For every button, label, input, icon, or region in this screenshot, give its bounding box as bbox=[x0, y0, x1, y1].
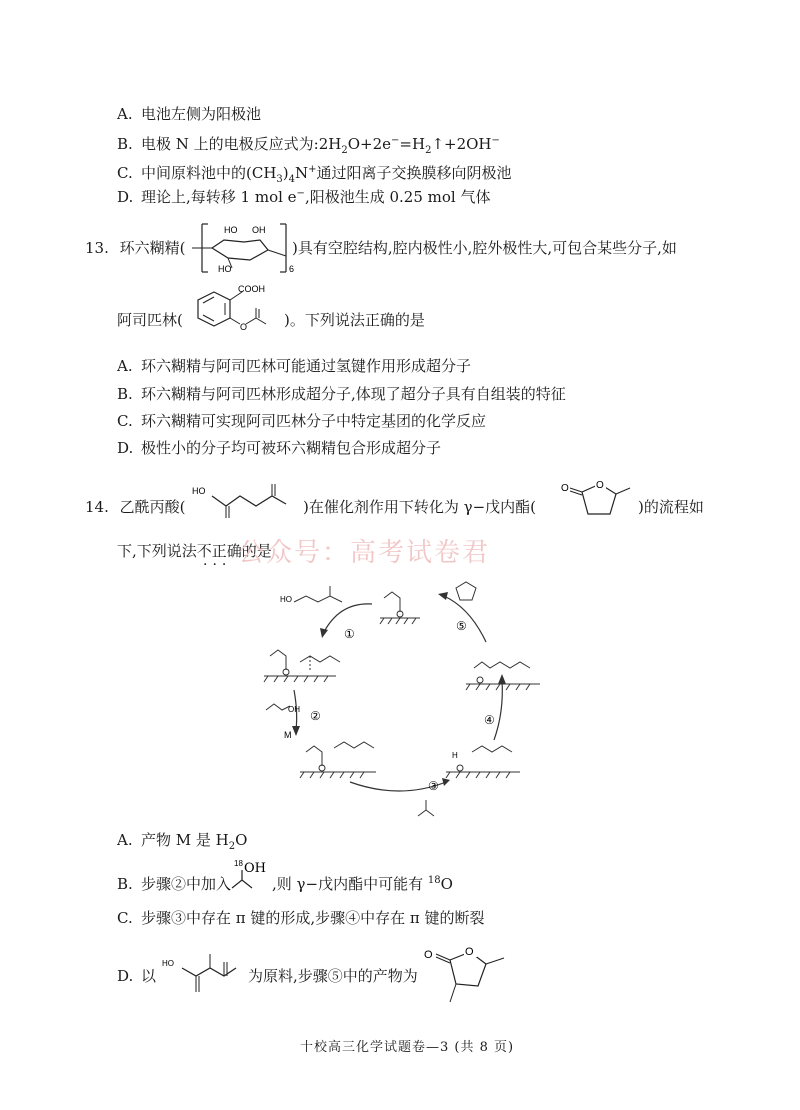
q14-option-a bbox=[117, 830, 247, 850]
option-text-part: 中间原料池中的(CH bbox=[141, 164, 277, 182]
top-levulinic-acid bbox=[294, 596, 342, 602]
option-text-part: 通过阳离子交换膜移向阴极池 bbox=[316, 164, 512, 182]
q13-stem-line1-right: )具有空腔结构,腔内极性小,腔外极性大,可包合某些分子,如 bbox=[292, 239, 677, 257]
q14-stem-line1-mid: )在催化剂作用下转化为 γ−戊内酯( bbox=[303, 498, 537, 516]
ho-label: HO bbox=[218, 264, 232, 274]
ho-label: HO bbox=[224, 225, 238, 235]
subscript: 2 bbox=[425, 145, 432, 156]
option-text-part: 步骤②中加入 bbox=[141, 875, 232, 893]
gamma-valerolactone-structure bbox=[560, 476, 638, 526]
ring-o-label: O bbox=[465, 946, 474, 958]
option-text-part: 电极 N 上的电极反应式为:2H bbox=[141, 135, 342, 153]
oh-label: OH bbox=[288, 705, 300, 714]
option-text-part: 产物 M 是 H bbox=[141, 831, 229, 849]
option-text-part: 理论上,每转移 1 mol e bbox=[141, 188, 297, 206]
q12-option-d bbox=[117, 187, 490, 207]
option-text: 步骤③中存在 π 键的形成,步骤④中存在 π 键的断裂 bbox=[141, 909, 485, 927]
option-letter: A. bbox=[117, 105, 133, 123]
top-isopropoxy bbox=[384, 592, 400, 612]
ho-label: HO bbox=[280, 595, 292, 604]
q14-stem-line1-right: )的流程如 bbox=[638, 498, 704, 516]
option-text-part: O bbox=[235, 831, 248, 849]
option-text-part: N bbox=[295, 164, 309, 182]
subscript: 2 bbox=[341, 145, 348, 156]
cycle-arrow-step4 bbox=[494, 680, 502, 740]
q13-option-d bbox=[117, 438, 441, 458]
oh-label: OH bbox=[252, 225, 266, 235]
option-letter: C. bbox=[117, 909, 133, 927]
q14-option-d-mid: 为原料,步骤⑤中的产物为 bbox=[248, 967, 418, 985]
surface-left-lower bbox=[300, 772, 376, 778]
ho-label: HO bbox=[192, 486, 206, 496]
catalytic-cycle-diagram bbox=[250, 572, 550, 834]
option-letter: A. bbox=[117, 831, 133, 849]
step-1-label: ① bbox=[344, 627, 355, 641]
emphasis-dots: ··· bbox=[203, 557, 232, 573]
option-letter: D. bbox=[117, 967, 134, 985]
ho-label: HO bbox=[162, 959, 174, 968]
option-text: 环六糊精与阿司匹林形成超分子,体现了超分子具有自组装的特征 bbox=[141, 385, 566, 403]
superscript: 18 bbox=[427, 875, 441, 886]
option-letter: B. bbox=[117, 875, 133, 893]
stem-text: 乙酰丙酸( bbox=[119, 498, 186, 516]
option-letter: C. bbox=[117, 164, 133, 182]
acetone-product bbox=[418, 810, 434, 816]
isotope-sup: 18 bbox=[234, 859, 243, 868]
option-text-part: ) bbox=[282, 164, 289, 182]
carbonyl-o-label: O bbox=[424, 949, 433, 961]
cyclodextrin-structure bbox=[188, 220, 298, 276]
q13-stem-line2-right: )。下列说法正确的是 bbox=[284, 311, 425, 329]
subscript: 2 bbox=[228, 841, 236, 852]
question-number: 14. bbox=[85, 498, 109, 516]
step-5-label: ⑤ bbox=[456, 619, 467, 633]
carbonyl-o-label: O bbox=[561, 483, 569, 494]
q14-option-b bbox=[117, 874, 231, 894]
methyl-levulinic-acid-structure bbox=[160, 940, 252, 1012]
option-text-part: =H bbox=[399, 135, 426, 153]
isopropanol-18o-structure bbox=[226, 858, 272, 894]
option-text-part: O+2e bbox=[347, 135, 392, 153]
q13-option-a bbox=[117, 356, 471, 376]
option-text-part: 以 bbox=[141, 967, 157, 985]
right-upper-adduct bbox=[474, 662, 530, 668]
q14-option-c bbox=[117, 908, 485, 928]
option-letter: B. bbox=[117, 385, 133, 403]
m-label: M bbox=[284, 730, 292, 740]
right-lower-ester bbox=[472, 746, 512, 752]
subscript-6: 6 bbox=[289, 264, 295, 274]
option-text: 环六糊精与阿司匹林可能通过氢键作用形成超分子 bbox=[141, 357, 472, 375]
q13-stem-line1-left bbox=[85, 238, 186, 258]
isopropanol bbox=[266, 704, 290, 710]
option-text: 电池左侧为阳极池 bbox=[141, 105, 262, 123]
stem-text: 环六糊精( bbox=[119, 239, 186, 257]
q12-option-a bbox=[117, 104, 261, 124]
option-text-part: O bbox=[440, 875, 453, 893]
watermark: 公众号：高考试卷君 bbox=[238, 538, 491, 568]
step-3-label: ③ bbox=[428, 779, 439, 793]
option-letter: C. bbox=[117, 412, 133, 430]
superscript: − bbox=[391, 135, 400, 146]
glucose-ring bbox=[212, 240, 268, 260]
superscript: − bbox=[491, 135, 500, 146]
aspirin-structure bbox=[186, 282, 282, 340]
option-letter: D. bbox=[117, 439, 134, 457]
left-upper-adduct bbox=[270, 650, 286, 670]
q13-option-c bbox=[117, 411, 486, 431]
option-text: 环六糊精可实现阿司匹林分子中特定基团的化学反应 bbox=[141, 412, 487, 430]
surface-right-upper bbox=[466, 684, 540, 690]
surface-right-lower bbox=[446, 772, 520, 778]
step-2-label: ② bbox=[310, 709, 321, 723]
q14-stem-line2: 下,下列说法不正确的是 bbox=[117, 542, 272, 560]
oh-label: OH bbox=[244, 861, 266, 876]
q12-option-c bbox=[117, 163, 512, 183]
cooh-label: COOH bbox=[238, 284, 265, 294]
option-text-part: ↑+2OH bbox=[431, 135, 492, 153]
methyl-lactone-structure bbox=[420, 940, 518, 1016]
step-4-label: ④ bbox=[484, 713, 495, 727]
surface-left-upper bbox=[264, 676, 336, 682]
option-text-part: ,则 γ−戊内酯中可能有 bbox=[272, 875, 428, 893]
option-letter: D. bbox=[117, 188, 134, 206]
q12-option-b bbox=[117, 134, 500, 154]
o-label: O bbox=[240, 322, 248, 332]
surface-top bbox=[380, 618, 420, 624]
left-lower-ester bbox=[306, 746, 322, 766]
option-text-part: ,阳极池生成 0.25 mol 气体 bbox=[304, 188, 491, 206]
ring-o-label: O bbox=[596, 480, 604, 491]
levulinic-acid-structure bbox=[188, 478, 303, 524]
q14-option-b-tail bbox=[272, 874, 453, 894]
page-footer: 十校高三化学试题卷—3 (共 8 页) bbox=[300, 1040, 515, 1055]
q14-stem-line1-left bbox=[85, 497, 186, 517]
superscript: − bbox=[296, 188, 305, 199]
q13-stem-line2-left: 阿司匹林( bbox=[117, 311, 183, 329]
superscript: + bbox=[308, 164, 317, 175]
subscript: 4 bbox=[288, 174, 296, 185]
subscript: 3 bbox=[276, 174, 283, 185]
question-number: 13. bbox=[85, 239, 109, 257]
q14-option-d bbox=[117, 966, 156, 986]
option-text: 极性小的分子均可被环六糊精包合形成超分子 bbox=[141, 439, 442, 457]
q13-option-b bbox=[117, 384, 566, 404]
product-lactone bbox=[456, 582, 476, 600]
option-letter: A. bbox=[117, 357, 133, 375]
option-letter: B. bbox=[117, 135, 133, 153]
h-label: H bbox=[452, 751, 458, 760]
